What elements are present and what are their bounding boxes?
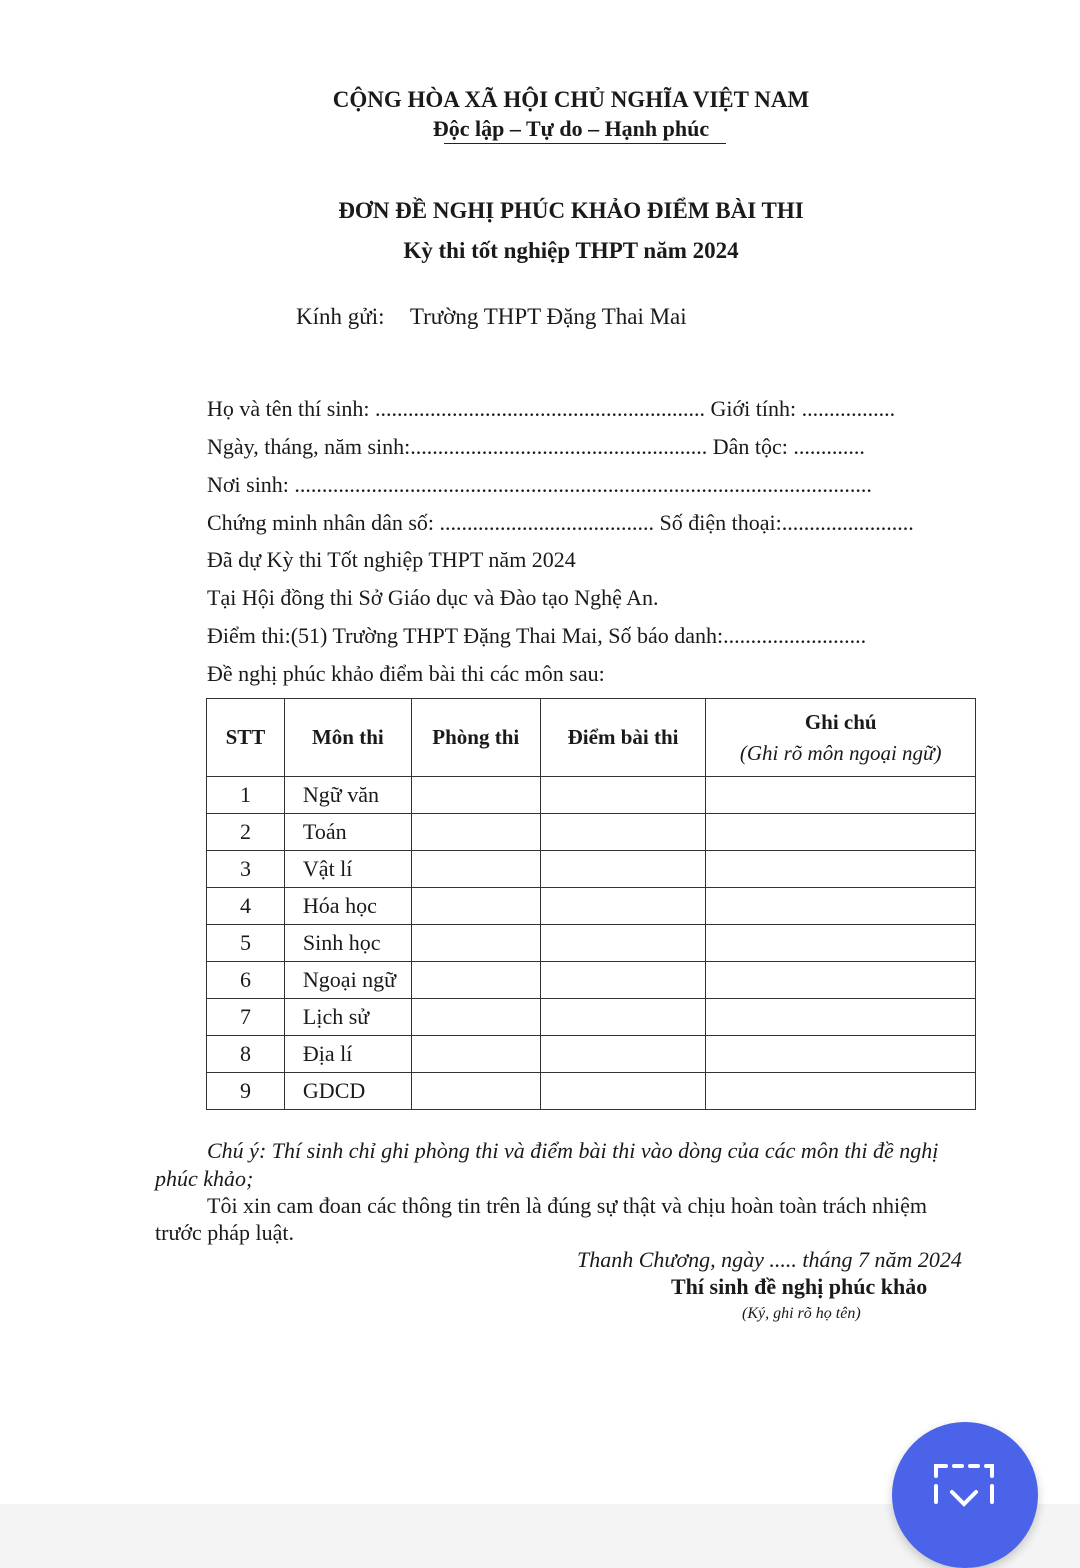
- note-attention-line2: phúc khảo;: [155, 1166, 254, 1191]
- row-stt: 4: [207, 888, 285, 925]
- row-stt: 1: [207, 777, 285, 814]
- row-room-cell[interactable]: [411, 777, 540, 814]
- national-motto: Độc lập – Tự do – Hạnh phúc: [432, 116, 710, 141]
- salutation-recipient: Trường THPT Đặng Thai Mai: [409, 304, 687, 329]
- row-stt: 3: [207, 851, 285, 888]
- row-room-cell[interactable]: [411, 888, 540, 925]
- row-score-cell[interactable]: [540, 814, 706, 851]
- row-subject: Sinh học: [284, 925, 411, 962]
- row-note-cell[interactable]: [706, 814, 976, 851]
- row-stt: 8: [207, 1036, 285, 1073]
- row-score-cell[interactable]: [540, 777, 706, 814]
- row-room-cell[interactable]: [411, 999, 540, 1036]
- row-room-cell[interactable]: [411, 962, 540, 999]
- table-row: [207, 1073, 976, 1110]
- row-subject: GDCD: [284, 1073, 411, 1110]
- table-row: [207, 925, 976, 962]
- row-stt: 7: [207, 999, 285, 1036]
- place-date: Thanh Chương, ngày ..... tháng 7 năm 2024: [577, 1247, 962, 1272]
- row-score-cell[interactable]: [540, 888, 706, 925]
- row-subject: Ngoại ngữ: [284, 962, 411, 999]
- row-note-cell[interactable]: [706, 1073, 976, 1110]
- note-commitment-line1: Tôi xin cam đoan các thông tin trên là đúng sự thật và chịu hoàn toàn trách nhiệm: [207, 1193, 927, 1218]
- scan-select-icon: [932, 1462, 996, 1526]
- row-note-cell[interactable]: [706, 851, 976, 888]
- row-room-cell[interactable]: [411, 814, 540, 851]
- signer-title: Thí sinh đề nghị phúc khảo: [671, 1274, 928, 1299]
- form-line-birthdate-ethnicity: Ngày, tháng, năm sinh:...................................................... Dân tộc: .............: [207, 434, 865, 459]
- subjects-table: [206, 698, 976, 1110]
- header-stt: STT: [207, 699, 285, 777]
- table-row: [207, 814, 976, 851]
- note-commitment-line2: trước pháp luật.: [155, 1220, 295, 1245]
- row-note-cell[interactable]: [706, 777, 976, 814]
- row-subject: Địa lí: [284, 1036, 411, 1073]
- row-score-cell[interactable]: [540, 999, 706, 1036]
- row-room-cell[interactable]: [411, 1036, 540, 1073]
- signature-hint: (Ký, ghi rõ họ tên): [742, 1305, 861, 1322]
- table-row: [207, 851, 976, 888]
- row-score-cell[interactable]: [540, 925, 706, 962]
- header-note: [706, 699, 976, 777]
- row-stt: 6: [207, 962, 285, 999]
- salutation: [296, 304, 687, 330]
- document-title: ĐƠN ĐỀ NGHỊ PHÚC KHẢO ĐIỂM BÀI THI: [338, 198, 804, 223]
- table-row: [207, 1036, 976, 1073]
- header-note-label: Ghi chú: [804, 709, 877, 734]
- row-note-cell[interactable]: [706, 1036, 976, 1073]
- header-room: Phòng thi: [411, 699, 540, 777]
- row-subject: Hóa học: [284, 888, 411, 925]
- motto-underline: [444, 143, 726, 144]
- form-line-request: Đề nghị phúc khảo điểm bài thi các môn sau:: [207, 661, 605, 686]
- salutation-label: Kính gửi:: [296, 304, 385, 329]
- row-subject: Vật lí: [284, 851, 411, 888]
- table-row: [207, 888, 976, 925]
- form-line-council: Tại Hội đồng thi Sở Giáo dục và Đào tạo Nghệ An.: [207, 585, 659, 610]
- row-room-cell[interactable]: [411, 851, 540, 888]
- row-score-cell[interactable]: [540, 962, 706, 999]
- row-stt: 2: [207, 814, 285, 851]
- note-attention-line1: Chú ý: Thí sinh chỉ ghi phòng thi và điểm bài thi vào dòng của các môn thi đề nghị: [207, 1138, 939, 1163]
- row-note-cell[interactable]: [706, 962, 976, 999]
- row-stt: 9: [207, 1073, 285, 1110]
- row-note-cell[interactable]: [706, 888, 976, 925]
- form-line-id-phone: Chứng minh nhân dân số: ....................................... Số điện thoại:........................: [207, 510, 914, 535]
- header-note-hint: (Ghi rõ môn ngoại ngữ): [739, 740, 942, 765]
- table-header-row: [207, 699, 976, 777]
- row-subject: Toán: [284, 814, 411, 851]
- row-note-cell[interactable]: [706, 925, 976, 962]
- document-subtitle: Kỳ thi tốt nghiệp THPT năm 2024: [403, 238, 739, 263]
- table-row: [207, 777, 976, 814]
- header-score: Điểm bài thi: [540, 699, 706, 777]
- row-score-cell[interactable]: [540, 1036, 706, 1073]
- national-header: CỘNG HÒA XÃ HỘI CHỦ NGHĨA VIỆT NAM: [332, 87, 810, 112]
- header-subject: Môn thi: [284, 699, 411, 777]
- form-line-exam: Đã dự Kỳ thi Tốt nghiệp THPT năm 2024: [207, 547, 576, 572]
- row-subject: Lịch sử: [284, 999, 411, 1036]
- row-room-cell[interactable]: [411, 1073, 540, 1110]
- form-line-exam-site: Điểm thi:(51) Trường THPT Đặng Thai Mai, Số báo danh:..........................: [207, 623, 867, 648]
- row-room-cell[interactable]: [411, 925, 540, 962]
- form-line-birthplace: Nơi sinh: .........................................................................................................: [207, 472, 872, 497]
- table-row: [207, 999, 976, 1036]
- row-subject: Ngữ văn: [284, 777, 411, 814]
- row-score-cell[interactable]: [540, 851, 706, 888]
- row-note-cell[interactable]: [706, 999, 976, 1036]
- table-row: [207, 962, 976, 999]
- form-line-name-gender: Họ và tên thí sinh: ............................................................ Giới tính: .................: [207, 396, 896, 421]
- row-stt: 5: [207, 925, 285, 962]
- row-score-cell[interactable]: [540, 1073, 706, 1110]
- scan-select-button[interactable]: [892, 1422, 1038, 1568]
